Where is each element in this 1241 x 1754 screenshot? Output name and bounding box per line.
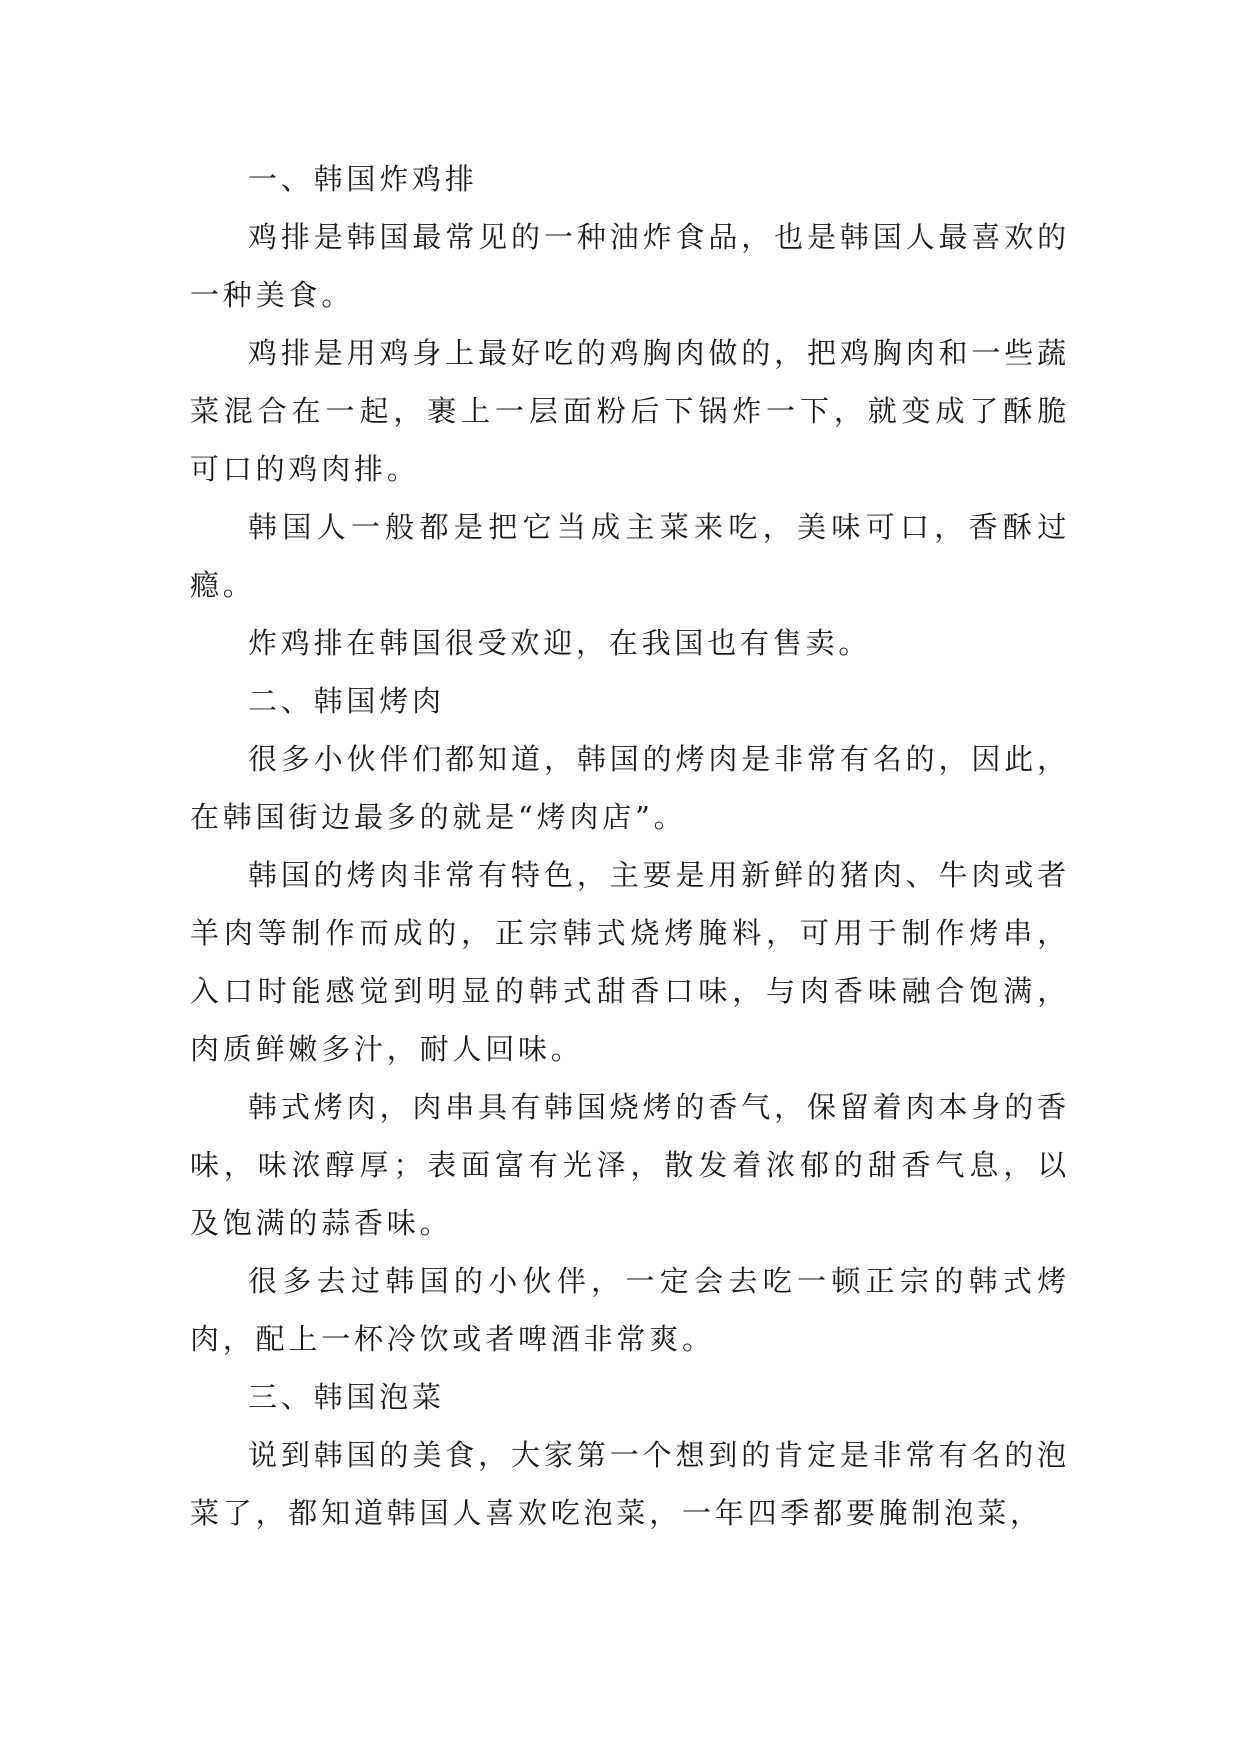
- body-paragraph: 韩式烤肉，肉串具有韩国烧烤的香气，保留着肉本身的香味，味浓醇厚；表面富有光泽，散发着浓郁的甜香气息，以及饱满的蒜香味。: [190, 1090, 1070, 1240]
- section-heading-korean-bbq: 二、韩国烤肉: [248, 684, 445, 718]
- body-paragraph: 很多去过韩国的小伙伴，一定会去吃一顿正宗的韩式烤肉，配上一杯冷饮或者啤酒非常爽。: [190, 1264, 1070, 1356]
- body-paragraph: 韩国人一般都是把它当成主菜来吃，美味可口，香酥过瘾。: [190, 510, 1070, 602]
- body-paragraph: 说到韩国的美食，大家第一个想到的肯定是非常有名的泡菜了，都知道韩国人喜欢吃泡菜，一年四季都要腌制泡菜，: [190, 1438, 1070, 1530]
- section-heading-fried-chicken-cutlet: 一、韩国炸鸡排: [248, 162, 478, 196]
- body-paragraph: 韩国的烤肉非常有特色，主要是用新鲜的猪肉、牛肉或者羊肉等制作而成的，正宗韩式烧烤腌料，可用于制作烤串，入口时能感觉到明显的韩式甜香口味，与肉香味融合饱满，肉质鲜嫩多汁，耐人回味。: [190, 858, 1070, 1066]
- body-paragraph: 鸡排是韩国最常见的一种油炸食品，也是韩国人最喜欢的一种美食。: [190, 220, 1070, 312]
- body-paragraph: 很多小伙伴们都知道，韩国的烤肉是非常有名的，因此，在韩国街边最多的就是“烤肉店”。: [190, 742, 1070, 834]
- section-heading-kimchi: 三、韩国泡菜: [248, 1380, 445, 1414]
- body-paragraph: 鸡排是用鸡身上最好吃的鸡胸肉做的，把鸡胸肉和一些蔬菜混合在一起，裹上一层面粉后下锅炸一下，就变成了酥脆可口的鸡肉排。: [190, 336, 1070, 486]
- body-paragraph: 炸鸡排在韩国很受欢迎，在我国也有售卖。: [248, 626, 872, 660]
- document-body: [190, 150, 1070, 1542]
